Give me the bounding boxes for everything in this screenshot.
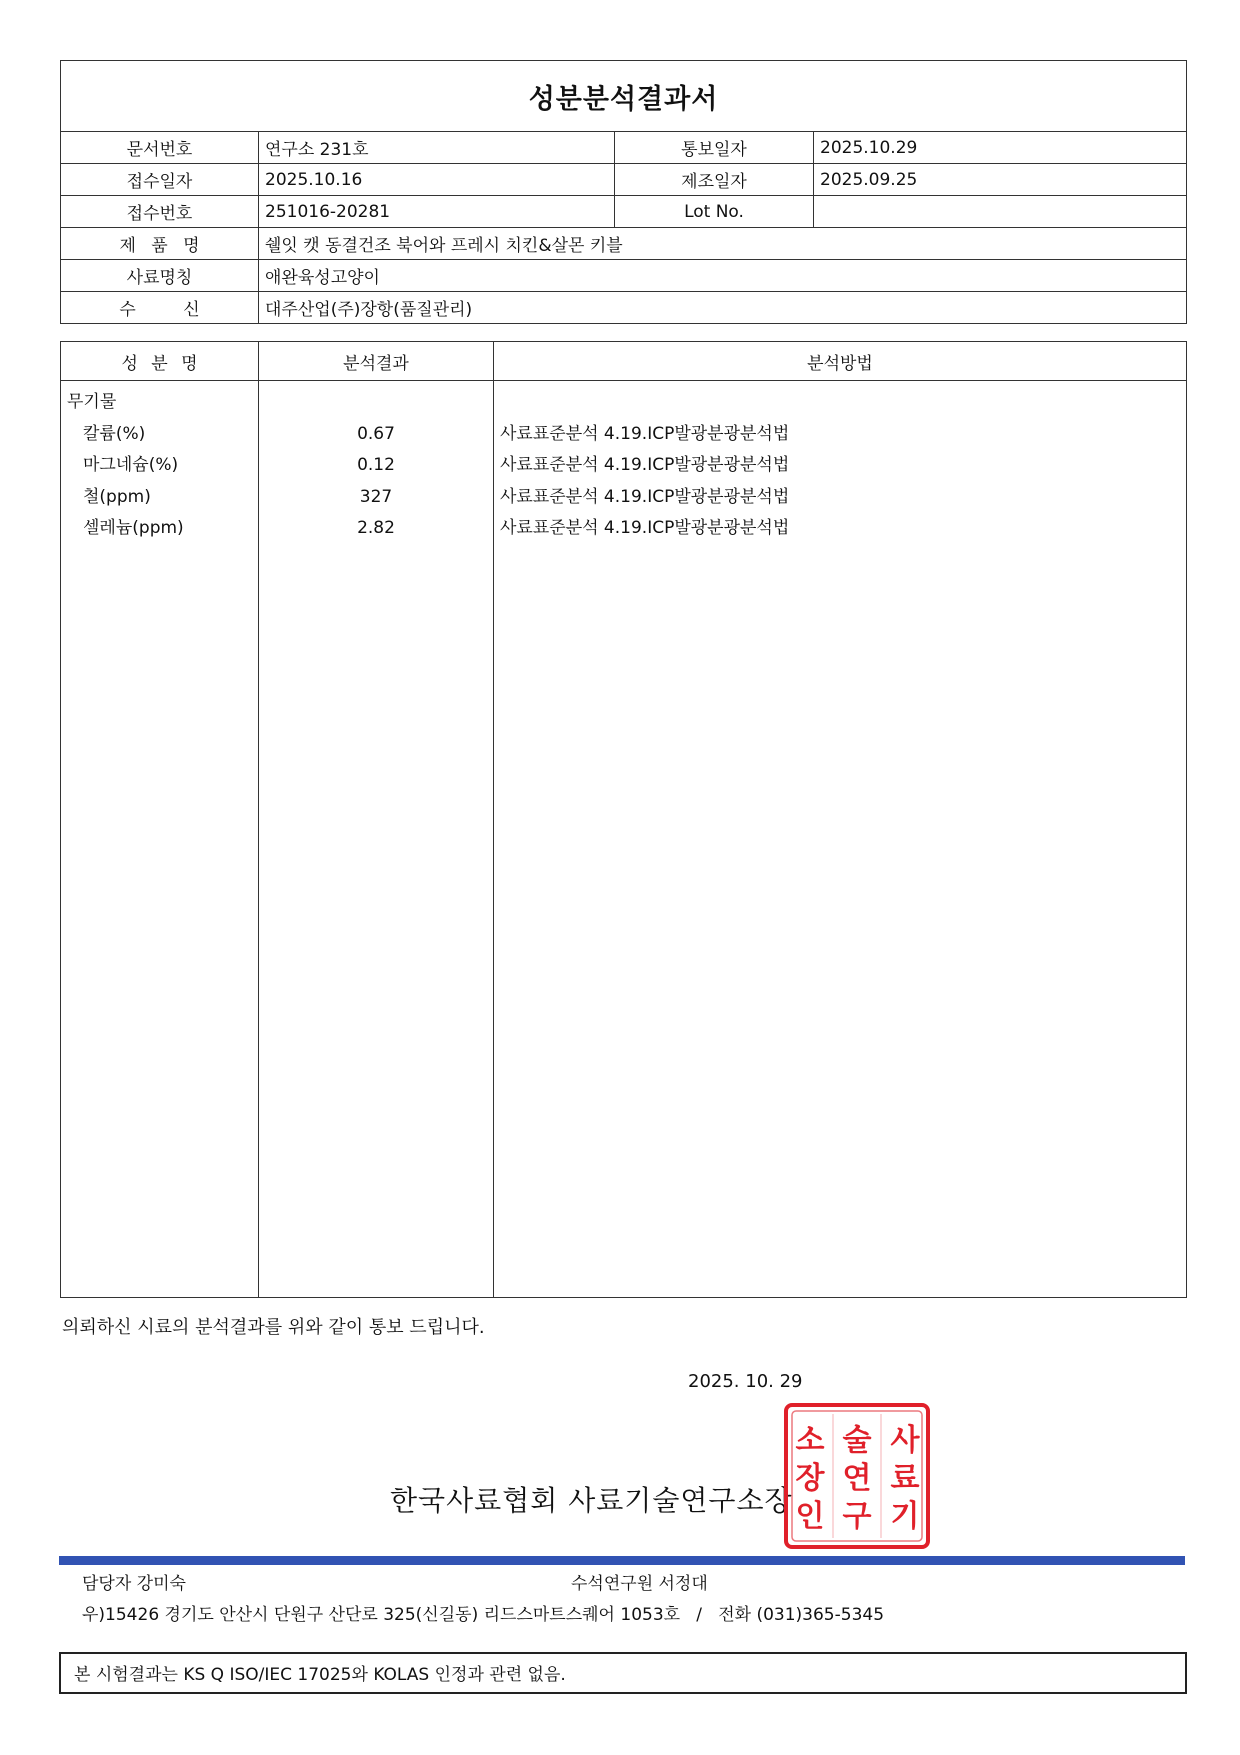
svg-text:술: 술 <box>842 1423 872 1458</box>
manufacture-date-label: 제조일자 <box>615 164 814 196</box>
footer-divider-bar <box>59 1556 1185 1565</box>
method-value: 사료표준분석 4.19.ICP발광분광분석법 <box>500 486 790 507</box>
sample-name-label: 사료명칭 <box>61 260 259 292</box>
analysis-results-table <box>60 341 1187 1298</box>
organization-signature: 한국사료협회 사료기술연구소장 <box>390 1484 793 1517</box>
result-value: 0.12 <box>357 455 395 475</box>
receipt-date-value: 2025.10.16 <box>259 164 615 196</box>
info-row <box>61 164 1187 196</box>
svg-text:기: 기 <box>890 1499 920 1534</box>
component-name: 셀레늄(ppm) <box>83 518 184 538</box>
seal-graphic <box>783 1402 931 1550</box>
method-value: 사료표준분석 4.19.ICP발광분광분석법 <box>500 423 790 444</box>
result-column <box>259 381 494 1298</box>
svg-text:소: 소 <box>795 1423 825 1458</box>
svg-text:연: 연 <box>842 1461 872 1496</box>
manufacture-date-value: 2025.09.25 <box>814 164 1187 196</box>
svg-text:장: 장 <box>795 1461 825 1496</box>
info-row <box>61 132 1187 164</box>
component-name: 마그네슘(%) <box>83 455 179 475</box>
contact-address: 우)15426 경기도 안산시 단원구 산단로 325(신길동) 리드스마트스퀘어 1053호 / 전화 (031)365-5345 <box>82 1605 885 1625</box>
issue-date: 2025. 10. 29 <box>688 1371 803 1392</box>
sample-name-value: 애완육성고양이 <box>259 260 1187 292</box>
notice-date-label: 통보일자 <box>615 132 814 164</box>
component-name: 칼륨(%) <box>83 423 146 444</box>
product-name-value: 쉘잇 캣 동결건조 북어와 프레시 치킨&살몬 키블 <box>259 228 1187 260</box>
info-row <box>61 292 1187 324</box>
notice-date-value: 2025.10.29 <box>814 132 1187 164</box>
manager-name: 담당자 강미숙 <box>82 1574 186 1594</box>
svg-text:료: 료 <box>890 1461 920 1496</box>
official-seal-stamp <box>783 1402 931 1550</box>
doc-number-value: 연구소 231호 <box>259 132 615 164</box>
info-row <box>61 228 1187 260</box>
product-name-label: 제 품 명 <box>61 228 259 260</box>
column-header-method: 분석방법 <box>494 342 1187 381</box>
method-spacer <box>500 387 1180 419</box>
result-value: 2.82 <box>357 518 395 538</box>
method-column <box>494 381 1187 1298</box>
results-body-row <box>61 381 1187 1298</box>
group-label: 무기물 <box>67 392 117 412</box>
column-header-result: 분석결과 <box>259 342 494 381</box>
result-value: 327 <box>359 486 393 507</box>
results-header-row <box>61 342 1187 381</box>
lot-number-value <box>814 196 1187 228</box>
recipient-value: 대주산업(주)장항(품질관리) <box>259 292 1187 324</box>
notice-text: 의뢰하신 시료의 분석결과를 위와 같이 통보 드립니다. <box>62 1317 485 1338</box>
svg-text:사: 사 <box>890 1423 920 1458</box>
info-row <box>61 260 1187 292</box>
doc-number-label: 문서번호 <box>61 132 259 164</box>
receipt-number-label: 접수번호 <box>61 196 259 228</box>
result-value: 0.67 <box>357 423 395 444</box>
svg-text:구: 구 <box>842 1499 872 1534</box>
method-value: 사료표준분석 4.19.ICP발광분광분석법 <box>500 518 790 538</box>
document-info-table <box>60 60 1187 324</box>
lot-number-label: Lot No. <box>615 196 814 228</box>
receipt-number-value: 251016-20281 <box>259 196 615 228</box>
info-row <box>61 196 1187 228</box>
document-title: 성분분석결과서 <box>61 61 1187 132</box>
method-value: 사료표준분석 4.19.ICP발광분광분석법 <box>500 455 790 475</box>
recipient-label: 수 신 <box>61 292 259 324</box>
result-spacer <box>265 387 487 419</box>
svg-text:인: 인 <box>795 1499 825 1534</box>
disclaimer-text: 본 시험결과는 KS Q ISO/IEC 17025와 KOLAS 인정과 관련 없음. <box>74 1665 566 1685</box>
receipt-date-label: 접수일자 <box>61 164 259 196</box>
column-header-component: 성 분 명 <box>61 342 259 381</box>
component-column <box>61 381 259 1298</box>
chief-researcher-name: 수석연구원 서정대 <box>571 1574 708 1594</box>
component-name: 철(ppm) <box>83 486 151 507</box>
